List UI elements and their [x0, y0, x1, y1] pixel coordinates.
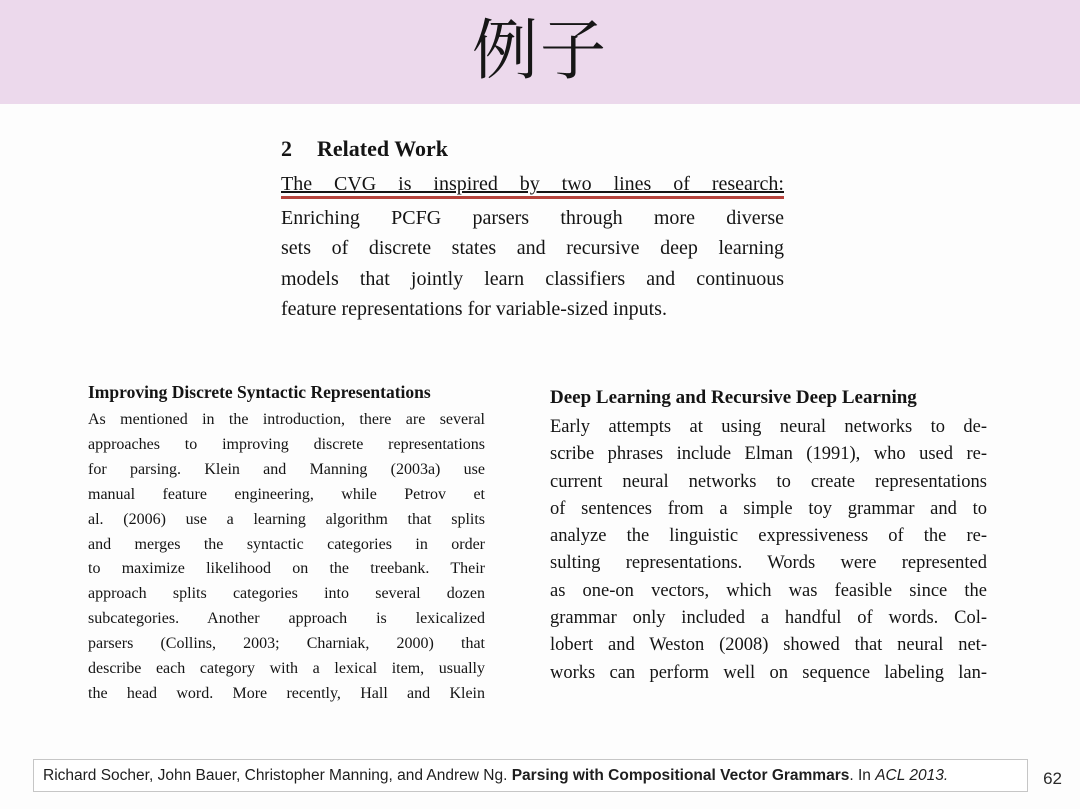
- text-line: al. (2006) use a learning algorithm that splits: [88, 510, 485, 528]
- text-line: subcategories. Another approach is lexicalized: [88, 610, 485, 628]
- intro-paragraph: [281, 169, 784, 325]
- text-line: works can perform well on sequence labeling lan-: [550, 662, 987, 683]
- text-line: sets of discrete states and recursive deep learning: [281, 237, 784, 260]
- left-column: [88, 381, 485, 707]
- text-line: the head word. More recently, Hall and Klein: [88, 684, 485, 702]
- citation-bar: [33, 759, 1028, 792]
- text-line: feature representations for variable-sized inputs.: [281, 298, 667, 321]
- key-sentence: The CVG is inspired by two lines of research:: [281, 173, 784, 199]
- citation-authors: Richard Socher, John Bauer, Christopher Manning, and Andrew Ng.: [43, 766, 512, 784]
- left-column-text: [88, 408, 485, 707]
- text-line: scribe phrases include Elman (1991), who used re-: [550, 444, 987, 465]
- text-line: approach splits categories into several dozen: [88, 585, 485, 603]
- text-line: lobert and Weston (2008) showed that neural net-: [550, 635, 987, 656]
- text-line: current neural networks to create representations: [550, 471, 987, 492]
- page-number: 62: [1043, 769, 1062, 788]
- key-sentence-line: [281, 169, 784, 200]
- text-line: for parsing. Klein and Manning (2003a) use: [88, 460, 485, 478]
- text-line: parsers (Collins, 2003; Charniak, 2000) that: [88, 635, 485, 653]
- text-line: and merges the syntactic categories in order: [88, 535, 485, 553]
- citation-venue: ACL 2013.: [875, 766, 949, 784]
- citation-paper-title: Parsing with Compositional Vector Grammars: [511, 766, 850, 784]
- citation-in-text: . In: [849, 766, 876, 784]
- section-number: 2: [281, 136, 292, 161]
- header-band: [0, 0, 1080, 104]
- text-line: Early attempts at using neural networks to de-: [550, 417, 987, 437]
- text-line: Enriching PCFG parsers through more diverse: [281, 206, 784, 229]
- text-line: analyze the linguistic expressiveness of the re-: [550, 526, 987, 547]
- slide-title: 例子: [472, 13, 608, 87]
- left-column-heading: Improving Discrete Syntactic Representations: [88, 382, 431, 402]
- text-line: grammar only included a handful of words. Col-: [550, 608, 987, 629]
- two-column-body: [88, 381, 990, 707]
- related-work-section: [281, 136, 784, 325]
- right-column-heading: Deep Learning and Recursive Deep Learning: [550, 387, 917, 408]
- text-line: approaches to improving discrete representations: [88, 435, 485, 453]
- text-line: describe each category with a lexical item, usually: [88, 660, 485, 678]
- section-heading: [281, 136, 784, 162]
- intro-paragraph-lines: [281, 203, 784, 325]
- text-line: of sentences from a simple toy grammar and to: [550, 498, 987, 519]
- text-line: models that jointly learn classifiers and continuous: [281, 267, 784, 290]
- text-line: As mentioned in the introduction, there are several: [88, 411, 485, 428]
- text-line: manual feature engineering, while Petrov et: [88, 485, 485, 503]
- text-line: sulting representations. Words were represented: [550, 553, 987, 574]
- right-column-text: [550, 414, 987, 687]
- section-title: Related Work: [317, 136, 448, 161]
- text-line: to maximize likelihood on the treebank. Their: [88, 560, 485, 578]
- right-column: [550, 386, 987, 707]
- text-line: as one-on vectors, which was feasible since the: [550, 580, 987, 601]
